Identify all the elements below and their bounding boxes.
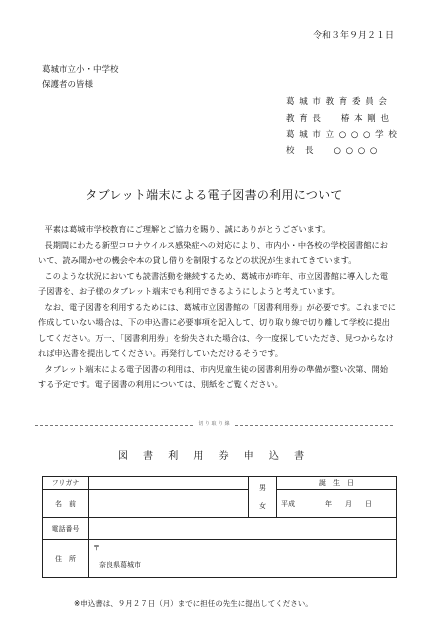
phone-field[interactable] bbox=[89, 518, 397, 540]
birth-label: 誕 生 日 bbox=[277, 477, 397, 490]
recipient-school: 葛城市立小・中学校 bbox=[42, 65, 119, 75]
paragraph: 長期間にわたる新型コロナウイルス感染症への対応により、市内小・中各校の学校図書館において、読み聞かせの機会や本の貸し借りを制限するなどの状況が生まれてきています。 bbox=[38, 239, 388, 265]
address-prefill: 奈良県葛城市 bbox=[99, 561, 141, 569]
recipient-guardians: 保護者の皆様 bbox=[42, 80, 94, 90]
paragraph: このような状況においても読書活動を継続するため、葛城市が昨年、市立図書館に導入した電子図書を、お子様のタブレット端末でも利用できるようにしようと考えています。 bbox=[38, 270, 389, 296]
birth-month-unit: 月 bbox=[345, 500, 352, 508]
furigana-label: フリガナ bbox=[43, 477, 89, 490]
paragraph: なお、電子図書を利用するためには、葛城市立図書館の「図書利用券」が必要です。これまでに作成していない場合は、下の申込書に必要事項を記入して、切り取り線で切り離して学校に提出してください。万一、「図書利用券」を紛失された場合は、今一度探していただき、見つからなければ申込書を提出してください。再発行していただけるそうです。 bbox=[38, 301, 396, 358]
submission-note: ※申込書は、９月２７日（月）までに担任の先生に提出してください。 bbox=[74, 599, 313, 608]
name-label: 名 前 bbox=[43, 490, 89, 518]
document-title: タブレット端末による電子図書の利用について bbox=[85, 188, 343, 202]
address-label: 住 所 bbox=[43, 540, 89, 578]
paragraph: タブレット端末による電子図書の利用は、市内児童生徒の図書利用券の準備が整い次第、開始する予定です。電子図書の利用については、別紙をご覧ください。 bbox=[38, 363, 389, 389]
name-field[interactable] bbox=[89, 490, 249, 518]
phone-label: 電話番号 bbox=[43, 518, 89, 540]
sender-school: 葛 城 市 立 ○ ○ ○ 学 校 bbox=[286, 130, 398, 140]
furigana-field[interactable] bbox=[89, 477, 249, 490]
birth-era: 平成 bbox=[281, 500, 295, 508]
postal-mark: 〒 bbox=[93, 544, 100, 552]
birth-year-unit: 年 bbox=[325, 500, 332, 508]
body-text bbox=[38, 222, 396, 393]
sender-principal: 校 長 ○ ○ ○ ○ bbox=[286, 146, 379, 156]
cut-line-label-text: 切 り 取 り 線 bbox=[194, 421, 233, 427]
cut-line-label bbox=[0, 420, 428, 427]
sex-female-option[interactable]: 女 bbox=[259, 502, 266, 510]
address-field[interactable] bbox=[89, 540, 397, 578]
birth-day-unit: 日 bbox=[365, 500, 372, 508]
sex-field[interactable] bbox=[249, 477, 277, 518]
sex-male-option[interactable]: 男 bbox=[259, 484, 266, 492]
form-title: 図 書 利 用 券 申 込 書 bbox=[117, 451, 311, 462]
birth-field[interactable] bbox=[277, 490, 397, 518]
sender-board: 葛 城 市 教 育 委 員 会 bbox=[286, 97, 388, 107]
paragraph: 平素は葛城市学校教育にご理解とご協力を賜り、誠にありがとうございます。 bbox=[44, 224, 331, 234]
sender-superintendent: 教 育 長 椿 本 剛 也 bbox=[286, 114, 391, 124]
application-form bbox=[42, 476, 397, 578]
issue-date: 令和３年９月２１日 bbox=[312, 31, 394, 41]
